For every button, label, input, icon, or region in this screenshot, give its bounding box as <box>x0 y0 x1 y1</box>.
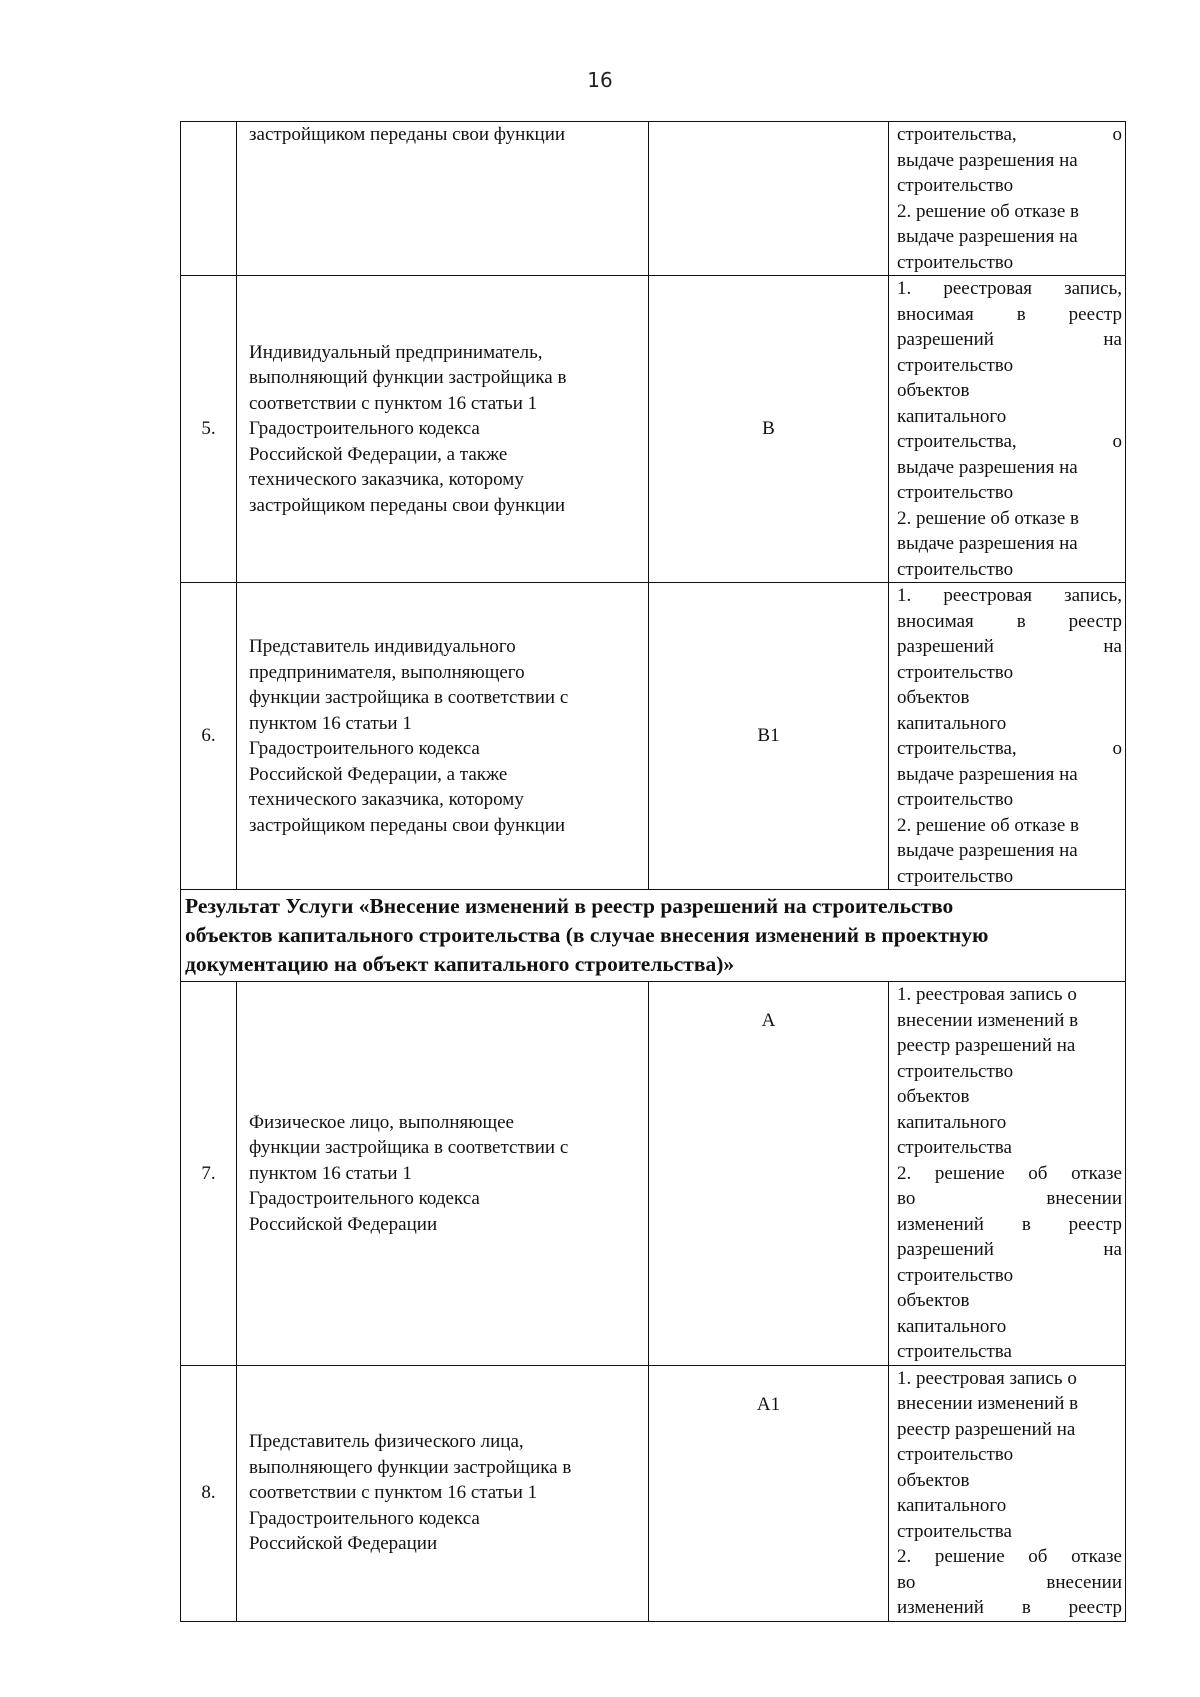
result-word: капитального <box>897 1315 1007 1337</box>
result-line <box>897 1468 1122 1494</box>
result-word: внесении <box>1046 1188 1122 1209</box>
description-line: пунктом 16 статьи 1 <box>249 712 412 734</box>
result-word: о <box>1112 431 1122 452</box>
description-line: Градостроительного кодекса <box>249 738 480 759</box>
result-word: выдаче разрешения на <box>897 763 1078 785</box>
description-line: Российской Федерации <box>249 1213 438 1235</box>
section-header-line: Результат Услуги «Внесение изменений в реестр разрешений на строительство <box>185 894 954 918</box>
result-line <box>897 1033 1122 1059</box>
section-header <box>181 890 1126 982</box>
result-word: 2. решение об отказе в <box>897 200 1080 222</box>
result-word: внесении изменений в <box>897 1009 1079 1031</box>
description-line: технического заказчика, которому <box>249 789 524 810</box>
result-word: решение <box>934 1546 1005 1567</box>
result-word: решение <box>934 1162 1005 1184</box>
result-word: во <box>897 1571 916 1593</box>
result-line <box>897 1544 1122 1570</box>
result-word: строительство <box>897 482 1014 503</box>
result-word: строительства <box>897 1137 1012 1158</box>
service-result <box>889 1365 1126 1621</box>
result-word: внесении <box>1046 1571 1122 1593</box>
result-word: 1. <box>897 278 912 299</box>
result-word: строительство <box>897 865 1014 887</box>
result-word: выдаче разрешения на <box>897 456 1078 478</box>
description-line: Градостроительного кодекса <box>249 1188 480 1209</box>
service-result <box>889 982 1126 1366</box>
result-word: разрешений <box>897 1239 994 1260</box>
result-word: реестровая <box>943 278 1033 299</box>
result-line <box>897 455 1122 481</box>
table-row <box>181 982 1126 1366</box>
result-line <box>897 685 1122 711</box>
result-line <box>897 1110 1122 1136</box>
category-code: А1 <box>649 1365 889 1621</box>
service-result <box>889 122 1126 276</box>
description-line: выполняющий функции застройщика в <box>249 367 567 389</box>
description-line: соответствии с пунктом 16 статьи 1 <box>249 1482 538 1504</box>
description-line: предпринимателя, выполняющего <box>249 661 525 683</box>
result-line <box>897 1161 1122 1187</box>
description-line: Индивидуальный предприниматель, <box>249 341 543 363</box>
result-line <box>897 531 1122 557</box>
result-line <box>897 1366 1122 1392</box>
row-number: 5. <box>181 276 237 583</box>
result-word: на <box>1103 636 1122 657</box>
result-word: изменений <box>897 1597 984 1618</box>
result-line <box>897 1237 1122 1263</box>
result-word: выдаче разрешения на <box>897 533 1078 554</box>
result-word: объектов <box>897 1469 970 1491</box>
row-number: 6. <box>181 583 237 890</box>
result-line <box>897 276 1122 302</box>
result-line <box>897 1314 1122 1340</box>
applicant-description <box>237 122 649 276</box>
table-row <box>181 1365 1126 1621</box>
table-row <box>181 583 1126 890</box>
result-word: реестровая <box>943 585 1033 606</box>
result-word: на <box>1103 1239 1122 1260</box>
result-word: в <box>1016 303 1026 325</box>
result-word: 2. решение об отказе в <box>897 507 1080 529</box>
description-line: выполняющего функции застройщика в <box>249 1456 572 1478</box>
result-line <box>897 429 1122 455</box>
result-line <box>897 557 1122 583</box>
results-table <box>180 121 1126 1622</box>
result-line <box>897 838 1122 864</box>
result-word: строительства <box>897 1520 1012 1542</box>
result-line <box>897 1186 1122 1212</box>
section-header-line: документацию на объект капитального строительства)» <box>185 952 735 976</box>
description-line: Российской Федерации, а также <box>249 443 508 465</box>
applicant-description <box>237 1365 649 1621</box>
result-word: реестр <box>1068 303 1122 325</box>
description-line: застройщиком переданы свои функции <box>249 124 566 145</box>
result-word: объектов <box>897 1290 970 1311</box>
result-word: строительство <box>897 1444 1014 1465</box>
description-line: застройщиком переданы свои функции <box>249 494 566 516</box>
result-word: строительство <box>897 175 1014 196</box>
result-word: объектов <box>897 1086 970 1107</box>
result-word: капитального <box>897 712 1007 734</box>
result-line <box>897 1263 1122 1289</box>
category-code: В <box>649 276 889 583</box>
result-word: в <box>1016 610 1026 632</box>
result-word: строительство <box>897 354 1014 376</box>
table-row <box>181 276 1126 583</box>
result-word: разрешений <box>897 636 994 657</box>
result-line <box>897 404 1122 430</box>
result-word: 1. <box>897 585 912 606</box>
result-word: 1. реестровая запись о <box>897 984 1077 1005</box>
result-line <box>897 1339 1122 1365</box>
result-word: объектов <box>897 380 970 401</box>
result-word: вносимая <box>897 303 974 325</box>
result-line <box>897 1084 1122 1110</box>
category-code <box>649 122 889 276</box>
description-line: Градостроительного кодекса <box>249 1507 480 1529</box>
result-word: 2. решение об отказе в <box>897 814 1080 836</box>
description-line: соответствии с пунктом 16 статьи 1 <box>249 392 538 414</box>
result-line <box>897 1059 1122 1085</box>
applicant-description <box>237 276 649 583</box>
table-row <box>181 122 1126 276</box>
result-word: 2. <box>897 1162 912 1184</box>
description-line: пунктом 16 статьи 1 <box>249 1162 412 1184</box>
result-line <box>897 506 1122 532</box>
result-word: отказе <box>1071 1546 1122 1567</box>
result-line <box>897 302 1122 328</box>
result-line <box>897 327 1122 353</box>
section-header-row <box>181 890 1126 982</box>
result-line <box>897 982 1122 1008</box>
result-line <box>897 353 1122 379</box>
result-word: реестр разрешений на <box>897 1035 1076 1056</box>
result-word: запись, <box>1064 278 1122 299</box>
result-line <box>897 1212 1122 1238</box>
result-word: строительство <box>897 661 1014 683</box>
row-number: 7. <box>181 982 237 1366</box>
row-number <box>181 122 237 276</box>
result-word: капитального <box>897 1495 1007 1516</box>
result-line <box>897 736 1122 762</box>
result-word: на <box>1103 329 1122 350</box>
description-line: функции застройщика в соответствии с <box>249 687 569 708</box>
service-result <box>889 583 1126 890</box>
result-word: строительство <box>897 251 1014 273</box>
result-line <box>897 787 1122 813</box>
result-word: капитального <box>897 405 1007 427</box>
service-result <box>889 276 1126 583</box>
result-word: вносимая <box>897 610 974 632</box>
result-line <box>897 1493 1122 1519</box>
result-word: запись, <box>1064 585 1122 606</box>
result-word: во <box>897 1188 916 1209</box>
result-word: 2. <box>897 1546 912 1567</box>
result-word: о <box>1112 738 1122 759</box>
description-line: технического заказчика, которому <box>249 469 524 491</box>
page-number: 16 <box>587 68 613 92</box>
result-line <box>897 378 1122 404</box>
result-word: об <box>1028 1546 1048 1567</box>
description-line: функции застройщика в соответствии с <box>249 1137 569 1158</box>
result-line <box>897 224 1122 250</box>
result-line <box>897 1008 1122 1034</box>
result-word: реестр <box>1068 1213 1122 1235</box>
result-line <box>897 250 1122 276</box>
result-word: капитального <box>897 1111 1007 1133</box>
category-code: А <box>649 982 889 1366</box>
result-line <box>897 1417 1122 1443</box>
applicant-description <box>237 982 649 1366</box>
result-word: выдаче разрешения на <box>897 226 1078 247</box>
description-line: Представитель физического лица, <box>249 1431 524 1453</box>
result-line <box>897 1570 1122 1596</box>
description-line: Градостроительного кодекса <box>249 418 480 440</box>
result-line <box>897 609 1122 635</box>
result-line <box>897 1391 1122 1417</box>
result-word: в <box>1021 1213 1031 1235</box>
result-line <box>897 1135 1122 1161</box>
result-line <box>897 148 1122 174</box>
result-word: строительства <box>897 1341 1012 1362</box>
section-header-line: объектов капитального строительства (в случае внесения изменений в проектную <box>185 923 989 947</box>
result-line <box>897 122 1122 148</box>
result-line <box>897 762 1122 788</box>
result-line <box>897 711 1122 737</box>
result-word: разрешений <box>897 329 994 350</box>
result-word: выдаче разрешения на <box>897 840 1078 861</box>
description-line: Российской Федерации <box>249 1533 438 1555</box>
result-word: строительство <box>897 789 1014 810</box>
result-word: строительства, <box>897 124 1017 145</box>
row-number: 8. <box>181 1365 237 1621</box>
applicant-description <box>237 583 649 890</box>
result-word: строительства, <box>897 738 1017 759</box>
result-word: реестр разрешений на <box>897 1418 1076 1440</box>
description-line: Представитель индивидуального <box>249 636 516 657</box>
result-word: внесении изменений в <box>897 1393 1079 1414</box>
result-line <box>897 480 1122 506</box>
result-word: строительство <box>897 1264 1014 1286</box>
result-line <box>897 1442 1122 1468</box>
result-word: отказе <box>1071 1162 1122 1184</box>
description-line: Физическое лицо, выполняющее <box>249 1111 514 1133</box>
description-line: застройщиком переданы свои функции <box>249 814 566 836</box>
result-line <box>897 199 1122 225</box>
category-code: В1 <box>649 583 889 890</box>
description-line: Российской Федерации, а также <box>249 763 508 785</box>
result-word: строительство <box>897 1060 1014 1082</box>
result-word: в <box>1021 1597 1031 1618</box>
result-word: об <box>1028 1162 1048 1184</box>
result-word: реестр <box>1068 610 1122 632</box>
result-line <box>897 634 1122 660</box>
result-word: о <box>1112 124 1122 145</box>
result-word: реестр <box>1068 1597 1122 1618</box>
result-line <box>897 1519 1122 1545</box>
result-word: изменений <box>897 1213 984 1235</box>
result-line <box>897 813 1122 839</box>
result-line <box>897 583 1122 609</box>
result-line <box>897 173 1122 199</box>
result-word: объектов <box>897 687 970 708</box>
result-line <box>897 1595 1122 1621</box>
result-word: 1. реестровая запись о <box>897 1367 1077 1389</box>
result-word: строительства, <box>897 431 1017 452</box>
result-word: строительство <box>897 558 1014 580</box>
result-line <box>897 864 1122 890</box>
result-word: выдаче разрешения на <box>897 149 1078 171</box>
result-line <box>897 1288 1122 1314</box>
result-line <box>897 660 1122 686</box>
